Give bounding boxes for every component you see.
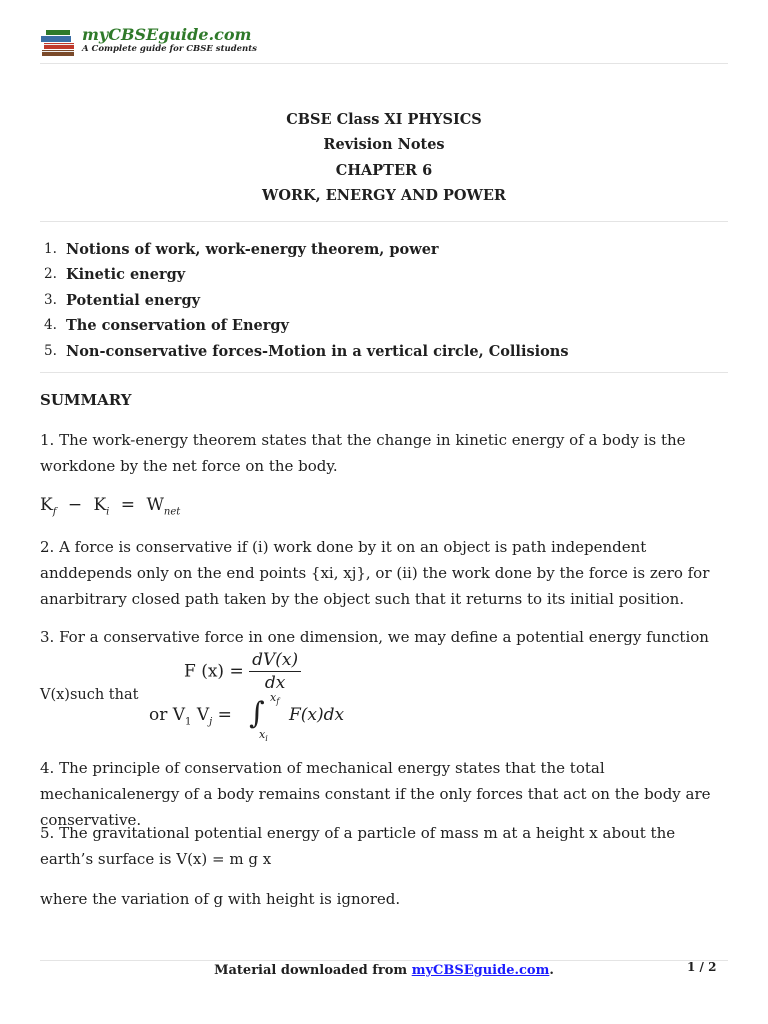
eq-denominator: dx <box>264 673 286 693</box>
list-item <box>40 339 569 364</box>
equation-work-energy <box>40 495 180 517</box>
list-text: Non-conservative forces-Motion in a vertical circle, Collisions <box>66 342 569 360</box>
logo-tagline: A Complete guide for CBSE students <box>82 44 257 54</box>
footer <box>0 963 768 978</box>
title-divider <box>40 221 728 222</box>
title-line-4: WORK, ENERGY AND POWER <box>262 186 506 204</box>
document-title <box>40 107 728 208</box>
eq-lower-limit: x <box>259 728 266 741</box>
list-text: Potential energy <box>66 291 201 309</box>
equation-potential-integral <box>149 691 369 744</box>
list-number: 4. <box>44 317 57 334</box>
list-number: 5. <box>44 342 57 359</box>
paragraph-3-label: V(x)such that <box>40 687 139 703</box>
books-icon <box>40 28 80 60</box>
footer-divider <box>40 960 728 961</box>
eq-lhs: F (x) = <box>184 661 244 682</box>
paragraph-6: where the variation of g with height is ignored. <box>40 890 401 908</box>
eq-subscript: i <box>265 734 268 744</box>
list-text: The conservation of Energy <box>66 317 289 335</box>
eq-operator: = <box>120 495 136 515</box>
list-item <box>40 288 569 313</box>
footer-link[interactable]: myCBSEguide.com <box>411 963 550 978</box>
eq-operator: = <box>212 705 232 725</box>
footer-text: Material downloaded from <box>214 963 412 978</box>
logo-text: myCBSEguide.com <box>82 25 252 44</box>
list-item <box>40 313 569 338</box>
paragraph-2: 2. A force is conservative if (i) work done by it on an object is path independent anddepends only on the end points {xi, xj}, or (ii) the work done by the force is zero for anarbitrary closed path taken by the object such that it returns to its initial position. <box>40 538 710 608</box>
list-item <box>40 262 569 287</box>
list-number: 3. <box>44 291 57 308</box>
title-line-3: CHAPTER 6 <box>335 161 433 179</box>
eq-symbol: W <box>146 495 164 515</box>
header-divider <box>40 63 728 64</box>
eq-symbol: K <box>40 495 53 515</box>
integral-sign: ∫ <box>249 696 265 731</box>
paragraph-1: 1. The work-energy theorem states that the change in kinetic energy of a body is the workdone by the net force on the body. <box>40 431 686 475</box>
list-number: 2. <box>44 266 57 283</box>
footer-suffix: . <box>549 963 554 978</box>
eq-lhs: or V <box>149 705 186 725</box>
eq-upper-limit: x <box>270 691 277 704</box>
eq-subscript: i <box>106 506 110 518</box>
eq-symbol: K <box>93 495 107 515</box>
eq-subscript: f <box>52 506 57 518</box>
eq-subscript: 1 <box>185 716 192 728</box>
eq-operator: − <box>67 495 83 515</box>
paragraph-4: 4. The principle of conservation of mechanical energy states that the total mechanicalenergy of a body remains constant if the only forces that act on the body are conservative. <box>40 759 711 829</box>
title-line-2: Revision Notes <box>323 136 445 154</box>
eq-numerator: dV(x) <box>249 649 301 672</box>
list-text: Notions of work, work-energy theorem, power <box>66 241 439 258</box>
paragraph-3: 3. For a conservative force in one dimension, we may define a potential energy function <box>40 628 709 646</box>
toc-divider <box>40 372 728 373</box>
eq-subscript: net <box>163 506 181 518</box>
eq-integrand: F(x)dx <box>289 705 345 725</box>
summary-heading: SUMMARY <box>40 391 132 409</box>
title-line-1: CBSE Class XI PHYSICS <box>286 111 482 128</box>
site-logo <box>40 25 257 60</box>
list-item <box>40 237 569 262</box>
paragraph-5: 5. The gravitational potential energy of a particle of mass m at a height x about the earth’s surface is V(x) = m g x <box>40 824 676 868</box>
list-number: 1. <box>44 241 57 257</box>
eq-symbol: V <box>191 705 210 725</box>
topic-list <box>40 237 569 364</box>
list-text: Kinetic energy <box>66 266 186 284</box>
page-number: 1 / 2 <box>687 960 717 974</box>
eq-subscript: f <box>276 697 280 707</box>
eq-subscript: j <box>209 716 213 728</box>
